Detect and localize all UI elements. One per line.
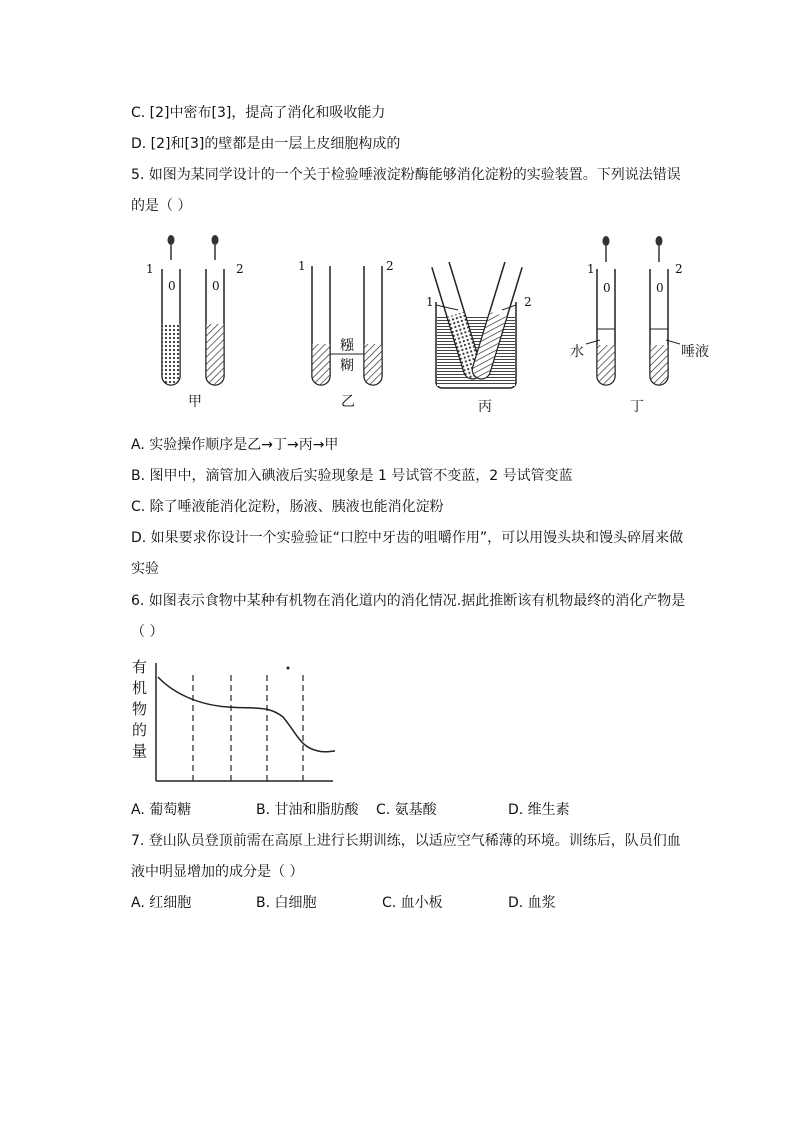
tube-label-2: 2 bbox=[386, 259, 394, 273]
dropper-icon bbox=[212, 235, 219, 260]
tube-label-1: 1 bbox=[146, 262, 154, 276]
tube-label-1: 1 bbox=[587, 262, 595, 276]
q4-option-d: D. [2]和[3]的壁都是由一层上皮细胞构成的 bbox=[131, 136, 401, 152]
panel-label-jia: 甲 bbox=[188, 394, 202, 410]
q5-stem-line1: 5. 如图为某同学设计的一个关于检验唾液淀粉酶能够消化淀粉的实验装置。下列说法错误 bbox=[131, 167, 681, 183]
q7-option-b: B. 白细胞 bbox=[256, 895, 317, 911]
y-axis-char: 机 bbox=[132, 679, 148, 697]
y-axis-char: 的 bbox=[132, 721, 148, 739]
panel-label-yi: 乙 bbox=[341, 394, 355, 410]
q7-stem-line2: 液中明显增加的成分是（ ） bbox=[131, 864, 304, 880]
svg-text:0: 0 bbox=[168, 279, 176, 293]
q6-stem-line1: 6. 如图表示食物中某种有机物在消化道内的消化情况.据此推断该有机物最终的消化产物是 bbox=[131, 593, 686, 609]
q6-option-c: C. 氨基酸 bbox=[376, 802, 437, 818]
y-axis-char: 物 bbox=[132, 700, 148, 718]
dropper-icon bbox=[168, 235, 175, 260]
q5-option-d-line2: 实验 bbox=[131, 561, 159, 577]
saliva-label: 唾液 bbox=[681, 344, 709, 360]
water-label: 水 bbox=[570, 344, 584, 360]
tube-label-2: 2 bbox=[524, 295, 532, 309]
y-axis-char: 有 bbox=[132, 658, 148, 676]
q5-experiment-figure bbox=[140, 232, 720, 417]
q6-option-d: D. 维生素 bbox=[508, 802, 570, 818]
dropper-icon bbox=[656, 236, 663, 262]
panel-bing bbox=[426, 262, 532, 415]
paste-label-1: 糨 bbox=[340, 338, 354, 354]
y-axis-char: 量 bbox=[132, 742, 148, 760]
tube-label-1: 1 bbox=[298, 259, 306, 273]
panel-ding bbox=[570, 236, 709, 415]
q5-option-a: A. 实验操作顺序是乙→丁→丙→甲 bbox=[131, 437, 339, 453]
tube-label-2: 2 bbox=[675, 262, 683, 276]
q7-option-a: A. 红细胞 bbox=[131, 895, 192, 911]
panel-label-ding: 丁 bbox=[630, 399, 644, 415]
tube-label-1: 1 bbox=[426, 295, 434, 309]
q5-stem-line2: 的是（ ） bbox=[131, 198, 192, 214]
q4-option-c: C. [2]中密布[3]，提高了消化和吸收能力 bbox=[131, 105, 386, 121]
tube-label-2: 2 bbox=[236, 262, 244, 276]
svg-text:0: 0 bbox=[212, 279, 220, 293]
panel-yi bbox=[298, 259, 394, 410]
q6-stem-line2: （ ） bbox=[131, 624, 164, 640]
q6-option-b: B. 甘油和脂肪酸 bbox=[256, 802, 359, 818]
q5-option-c: C. 除了唾液能消化淀粉，肠液、胰液也能消化淀粉 bbox=[131, 499, 444, 515]
q6-option-a: A. 葡萄糖 bbox=[131, 802, 192, 818]
q7-stem-line1: 7. 登山队员登顶前需在高原上进行长期训练，以适应空气稀薄的环境。训练后，队员们血 bbox=[131, 833, 681, 849]
panel-label-bing: 丙 bbox=[478, 399, 492, 415]
dropper-icon bbox=[603, 236, 610, 262]
paste-label-2: 糊 bbox=[340, 358, 354, 374]
q7-option-c: C. 血小板 bbox=[382, 895, 443, 911]
q5-option-b: B. 图甲中，滴管加入碘液后实验现象是 1 号试管不变蓝，2 号试管变蓝 bbox=[131, 468, 573, 484]
panel-jia bbox=[146, 235, 244, 410]
y-axis-label bbox=[132, 658, 147, 760]
svg-text:0: 0 bbox=[656, 281, 664, 295]
q6-digestion-curve bbox=[128, 655, 343, 790]
q7-option-d: D. 血浆 bbox=[508, 895, 556, 911]
svg-text:0: 0 bbox=[603, 281, 611, 295]
organic-matter-curve bbox=[158, 677, 335, 752]
q5-option-d-line1: D. 如果要求你设计一个实验验证“口腔中牙齿的咀嚼作用”，可以用馒头块和馒头碎屑来做 bbox=[131, 530, 684, 546]
